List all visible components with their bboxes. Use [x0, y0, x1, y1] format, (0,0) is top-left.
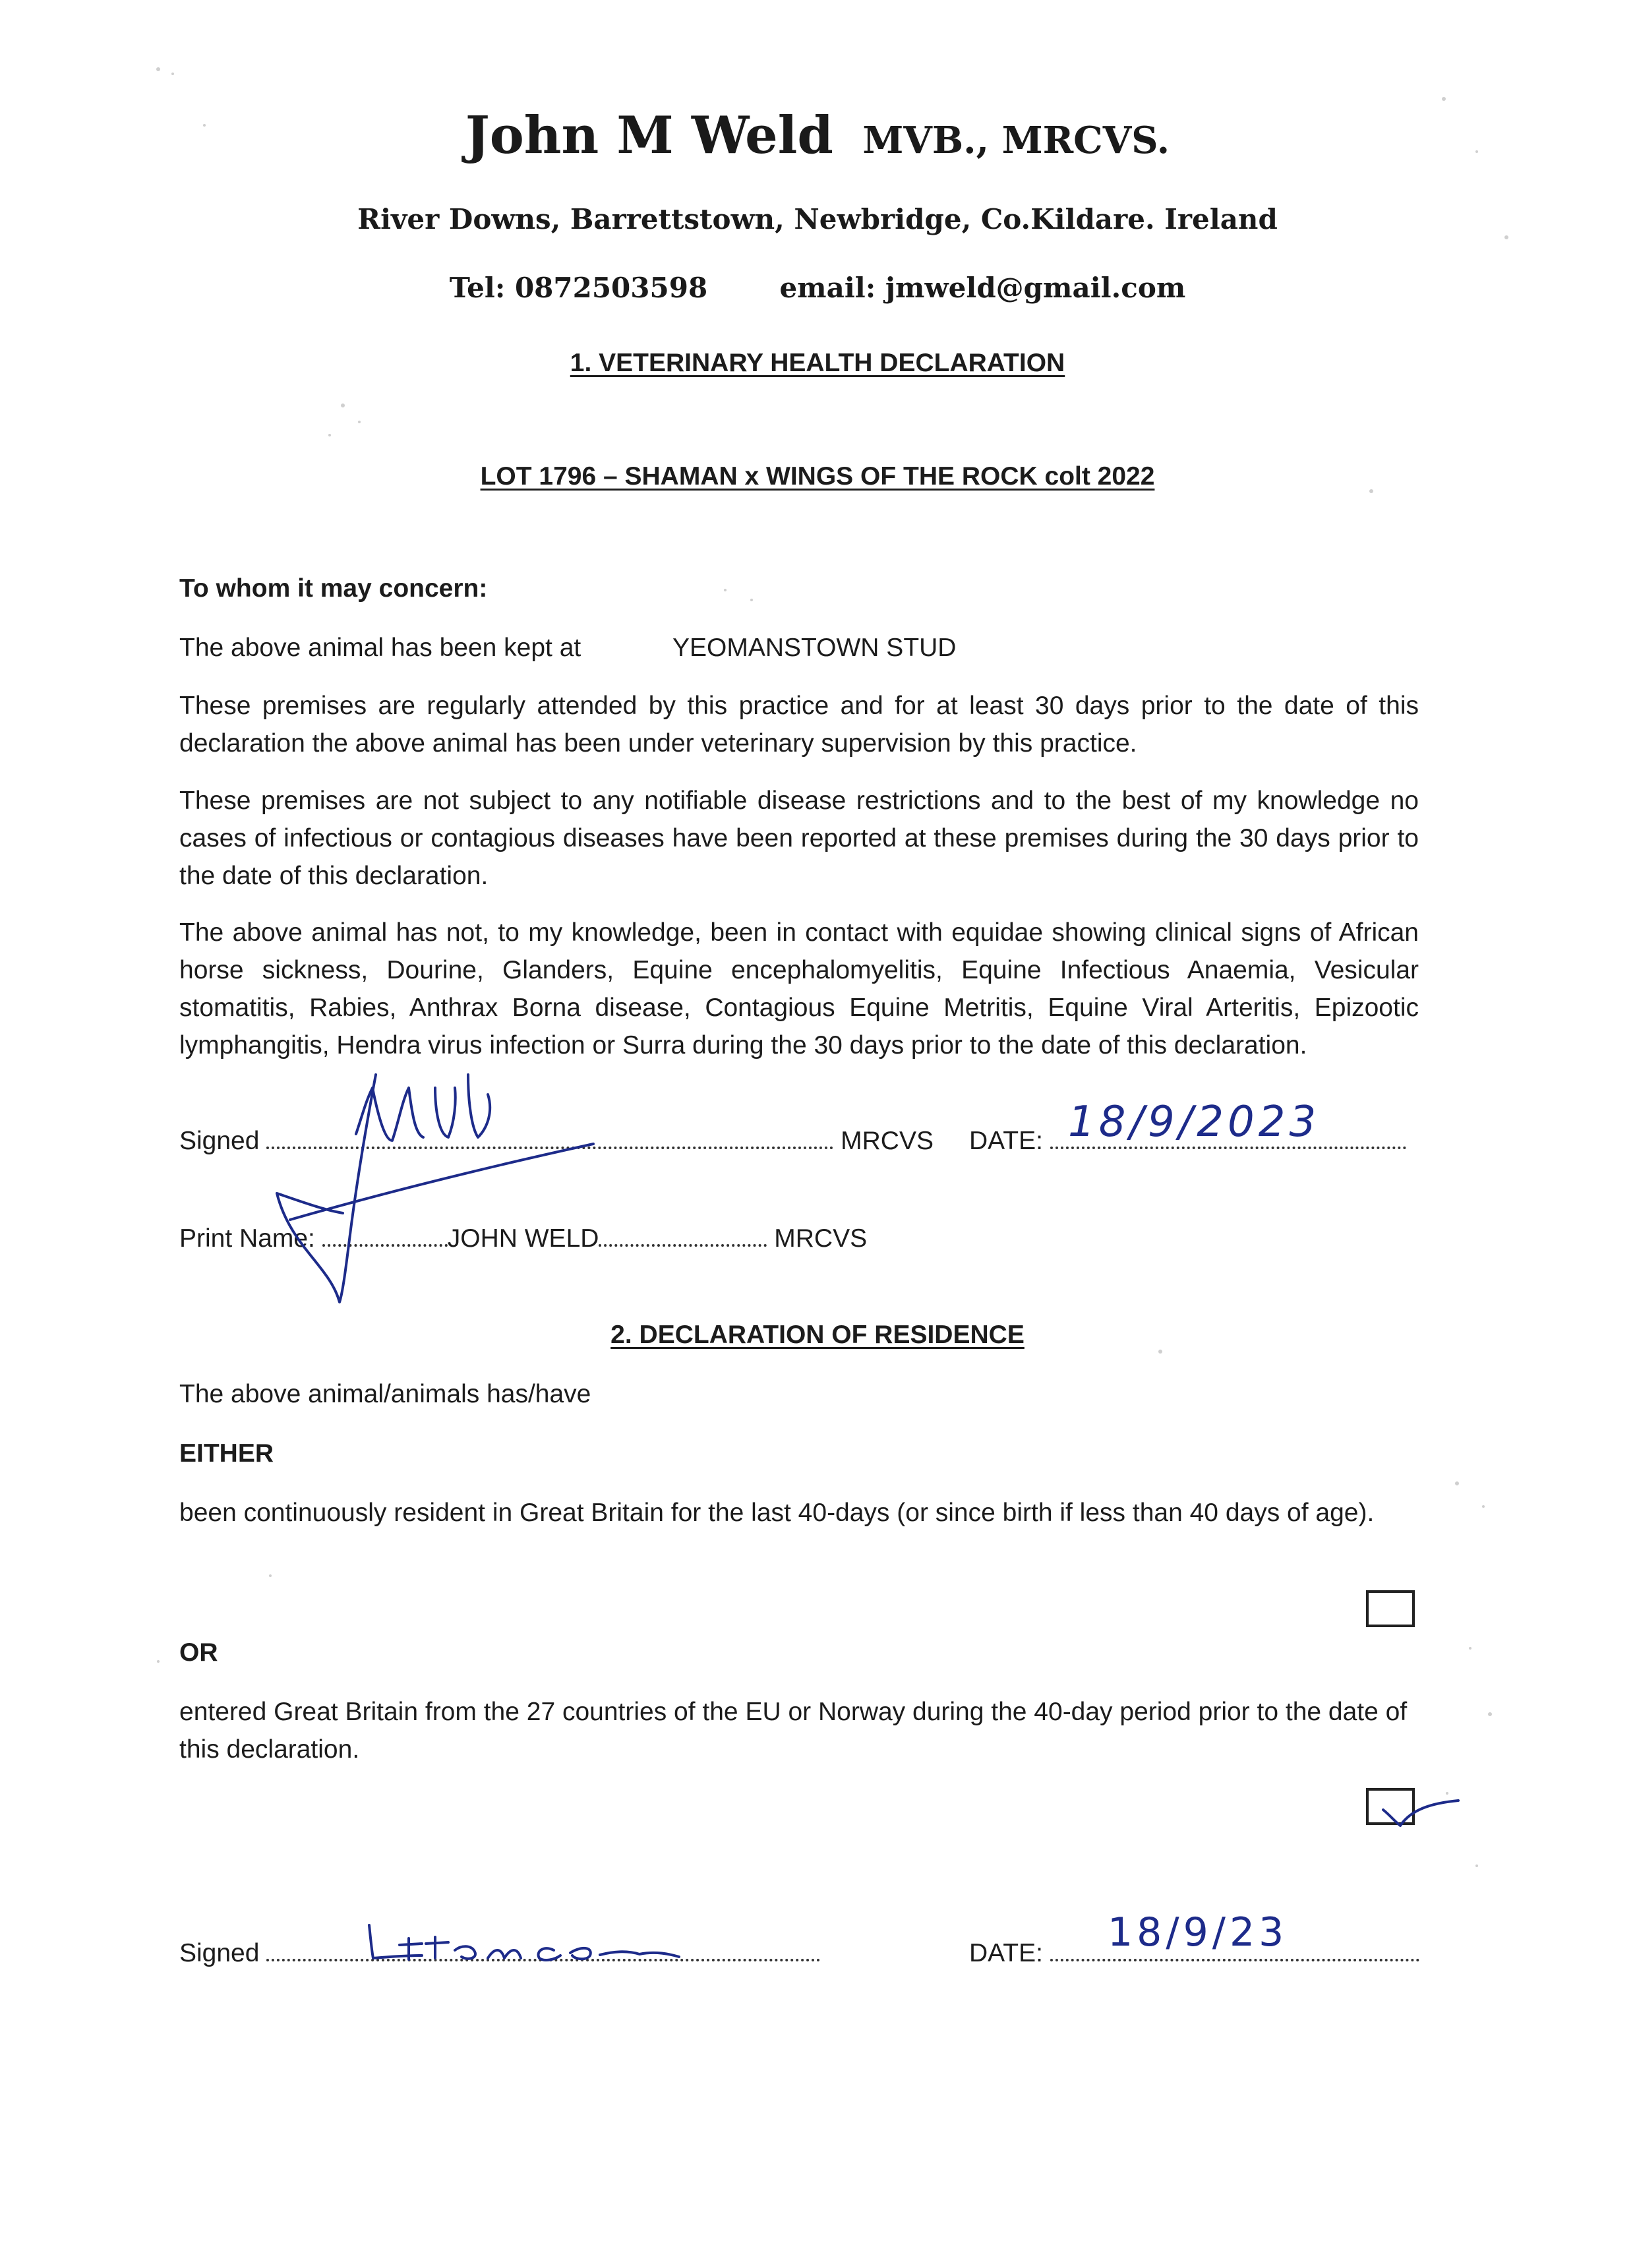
agent-signature [363, 1919, 705, 1978]
lot-title: LOT 1796 – SHAMAN x WINGS OF THE ROCK colt 2022 [480, 462, 1155, 491]
kept-label: The above animal has been kept at [179, 634, 581, 662]
section1-title: 1. VETERINARY HEALTH DECLARATION [570, 349, 1065, 377]
print-name-value: JOHN WELD [447, 1224, 599, 1253]
date-label-2: DATE: [969, 1939, 1043, 1967]
kept-value: YEOMANSTOWN STUD [672, 634, 957, 662]
checkmark-icon [1371, 1783, 1464, 1836]
signed-label-2: Signed [179, 1939, 260, 1967]
or-label: OR [179, 1638, 218, 1667]
address: River Downs, Barrettstown, Newbridge, Co.Kildare. Ireland [357, 203, 1278, 235]
kept-line [179, 629, 957, 667]
print-name-suffix: MRCVS [774, 1224, 868, 1253]
residence-intro: The above animal/animals has/have [179, 1380, 591, 1408]
signed-label-1: Signed [179, 1127, 260, 1155]
print-name-label: Print Name: [179, 1224, 315, 1253]
vet-qualifications: MVB., MRCVS. [862, 119, 1170, 162]
option-resident: been continuously resident in Great Britain for the last 40-days (or since birth if less than 40 days of age). [179, 1499, 1375, 1527]
salutation: To whom it may concern: [179, 574, 488, 603]
paragraph-supervision: These premises are regularly attended by this practice and for at least 30 days prior to the date of this declaration the above animal has been under veterinary supervision by this practice. [179, 692, 1419, 758]
section2-title: 2. DECLARATION OF RESIDENCE [610, 1321, 1025, 1349]
option-resident-checkbox[interactable] [1366, 1590, 1415, 1627]
letterhead [0, 105, 1635, 165]
contact-line [0, 272, 1635, 304]
paragraph-restrictions: These premises are not subject to any notifiable disease restrictions and to the best of my knowledge no cases of infectious or contagious diseases have been reported at these premises during the 30 days prior to the date of this declaration. [179, 787, 1419, 890]
vet-signature [251, 1048, 620, 1312]
handwritten-date-1: 18/9/2023 [1068, 1098, 1321, 1147]
handwritten-date-2: 18/9/23 [1108, 1909, 1288, 1955]
either-label: EITHER [179, 1439, 274, 1468]
paragraph-disease-contact: The above animal has not, to my knowledge, been in contact with equidae showing clinical signs of African horse sickness, Dourine, Glanders, Equine encephalomyelitis, Equine Infectious Anaemia, Vesicular stomatitis, Rabies, Anthrax Borna disease, Contagious Equine Metritis, Equine Viral Arteritis, Epizootic lymphangitis, Hendra virus infection or Surra during the 30 days prior to the date of this declaration. [179, 918, 1419, 1059]
date-label-1: DATE: [969, 1127, 1043, 1155]
option-entered: entered Great Britain from the 27 countries of the EU or Norway during the 40-day period prior to the date of this declaration. [179, 1698, 1408, 1764]
telephone: Tel: 0872503598 [449, 272, 708, 304]
email: email: jmweld@gmail.com [779, 272, 1186, 304]
vet-name: John M Weld [465, 105, 833, 165]
signed-suffix-1: MRCVS [841, 1127, 934, 1155]
